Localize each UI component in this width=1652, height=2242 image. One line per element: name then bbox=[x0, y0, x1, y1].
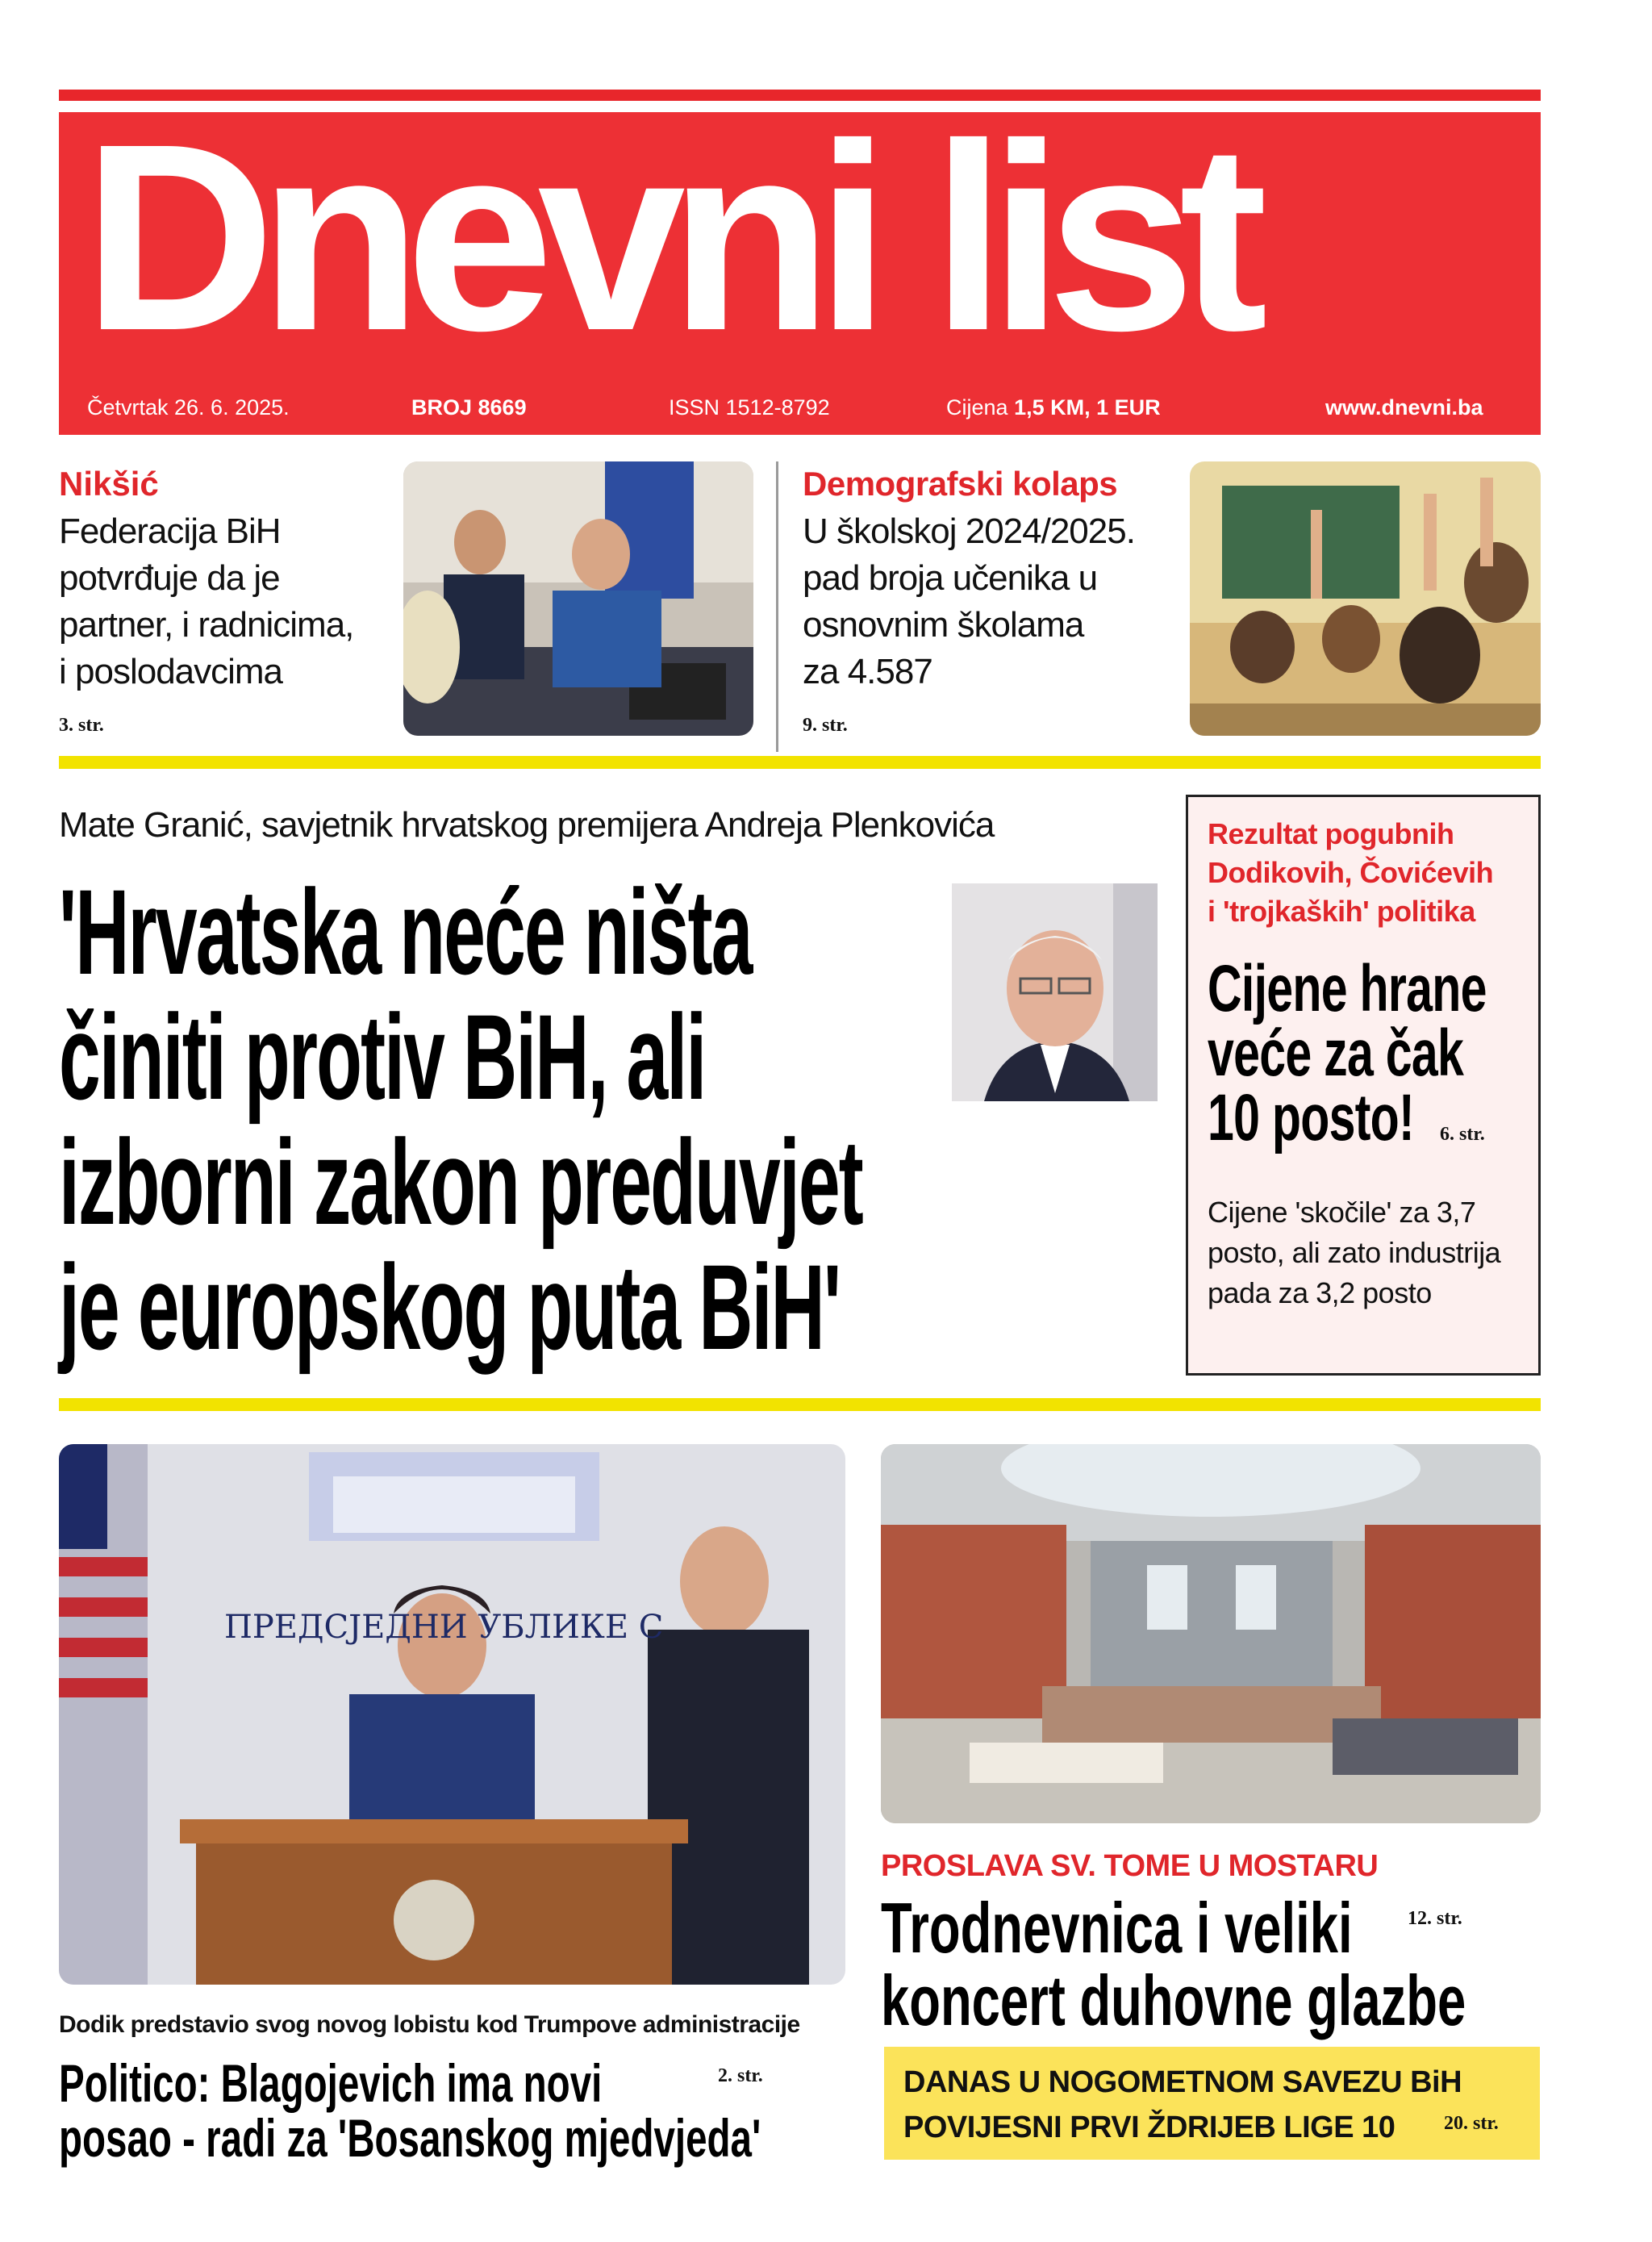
masthead-top-rule bbox=[59, 90, 1541, 101]
meeting-photo bbox=[403, 461, 753, 736]
sidebar-headline-line: Cijene hrane bbox=[1208, 952, 1487, 1025]
sidebar-kicker-line: Rezultat pogubnih bbox=[1208, 817, 1454, 850]
sign-text: ПРЕДСЈЕДНИ УБЛИКЕ С bbox=[224, 1609, 664, 1646]
teaser-text bbox=[803, 508, 1190, 695]
teaser-line: i poslodavcima bbox=[59, 652, 283, 691]
bottom-left-headline-line: posao - radi za 'Bosanskog mjedvjeda' bbox=[59, 2108, 761, 2168]
church-photo bbox=[881, 1444, 1541, 1823]
price bbox=[946, 391, 1161, 424]
teaser-line: potvrđuje da je bbox=[59, 558, 280, 598]
teaser-demografski-kolaps[interactable] bbox=[803, 463, 1190, 695]
teaser-line: Federacija BiH bbox=[59, 511, 281, 551]
bottom-right-page-ref: 12. str. bbox=[1408, 1908, 1462, 1929]
teaser-niksic[interactable] bbox=[59, 463, 406, 695]
lead-headline-line: 'Hrvatska neće ništa bbox=[59, 864, 752, 1000]
promo-line: POVIJESNI PRVI ŽDRIJEB LIGE 10 bbox=[903, 2110, 1395, 2144]
bottom-left-headline-line: Politico: Blagojevich ima novi bbox=[59, 2053, 603, 2113]
website-link[interactable]: www.dnevni.ba bbox=[1325, 395, 1483, 420]
bottom-right-headline-line: Trodnevnica i veliki bbox=[881, 1888, 1353, 1968]
column-divider bbox=[776, 461, 778, 752]
sidebar-body bbox=[1208, 1192, 1500, 1313]
classroom-photo bbox=[1190, 461, 1541, 736]
sidebar-headline-line: 10 posto! bbox=[1208, 1081, 1414, 1154]
issue-number: BROJ 8669 bbox=[411, 395, 527, 420]
issue-date: Četvrtak 26. 6. 2025. bbox=[87, 395, 290, 420]
price-value: 1,5 KM, 1 EUR bbox=[1014, 395, 1161, 420]
issn: ISSN 1512-8792 bbox=[669, 395, 830, 420]
teaser-page-ref: 9. str. bbox=[803, 715, 848, 736]
bottom-right-kicker: PROSLAVA SV. TOME U MOSTARU bbox=[881, 1849, 1379, 1883]
bottom-left-caption: Dodik predstavio svog novog lobistu kod Trumpove administracije bbox=[59, 2011, 800, 2038]
teaser-page-ref: 3. str. bbox=[59, 715, 104, 736]
teaser-kicker: Nikšić bbox=[59, 465, 159, 503]
sidebar-headline bbox=[1208, 952, 1530, 1154]
promo-line: DANAS U NOGOMETNOM SAVEZU BiH bbox=[903, 2065, 1462, 2099]
teaser-line: za 4.587 bbox=[803, 652, 932, 691]
promo-box[interactable] bbox=[884, 2047, 1540, 2160]
newspaper-logo[interactable]: Dnevni list bbox=[83, 112, 1252, 386]
sidebar-kicker bbox=[1208, 815, 1493, 931]
sidebar-body-line: Cijene 'skočile' za 3,7 bbox=[1208, 1196, 1476, 1229]
lead-headline-line: izborni zakon preduvjet bbox=[59, 1114, 862, 1250]
sidebar-kicker-line: i 'trojkaških' politika bbox=[1208, 895, 1475, 928]
price-label: Cijena bbox=[946, 395, 1008, 420]
yellow-rule bbox=[59, 1398, 1541, 1411]
sidebar-page-ref: 6. str. bbox=[1440, 1124, 1485, 1145]
sidebar-box[interactable] bbox=[1186, 795, 1541, 1376]
teaser-text bbox=[59, 508, 406, 695]
lead-headline-line: činiti protiv BiH, ali bbox=[59, 989, 706, 1125]
masthead bbox=[59, 112, 1541, 435]
teaser-line: pad broja učenika u bbox=[803, 558, 1098, 598]
sidebar-kicker-line: Dodikovih, Čovićevih bbox=[1208, 856, 1494, 889]
bottom-right-headline-line: koncert duhovne glazbe bbox=[881, 1960, 1466, 2040]
yellow-rule bbox=[59, 756, 1541, 769]
press-conference-photo bbox=[59, 1444, 845, 1985]
lead-kicker: Mate Granić, savjetnik hrvatskog premijera Andreja Plenkovića bbox=[59, 805, 995, 845]
lead-headline-line: je europskog puta BiH' bbox=[59, 1239, 841, 1375]
sidebar-headline-line: veće za čak bbox=[1208, 1017, 1464, 1090]
bottom-left-page-ref: 2. str. bbox=[718, 2065, 763, 2086]
teaser-kicker: Demografski kolaps bbox=[803, 465, 1118, 503]
promo-page-ref: 20. str. bbox=[1444, 2113, 1499, 2134]
portrait-photo bbox=[952, 883, 1158, 1101]
sidebar-body-line: posto, ali zato industrija bbox=[1208, 1236, 1501, 1269]
teaser-line: partner, i radnicima, bbox=[59, 605, 354, 645]
promo-text bbox=[903, 2060, 1462, 2150]
teaser-line: U školskoj 2024/2025. bbox=[803, 511, 1135, 551]
teaser-line: osnovnim školama bbox=[803, 605, 1084, 645]
sidebar-body-line: pada za 3,2 posto bbox=[1208, 1276, 1432, 1309]
